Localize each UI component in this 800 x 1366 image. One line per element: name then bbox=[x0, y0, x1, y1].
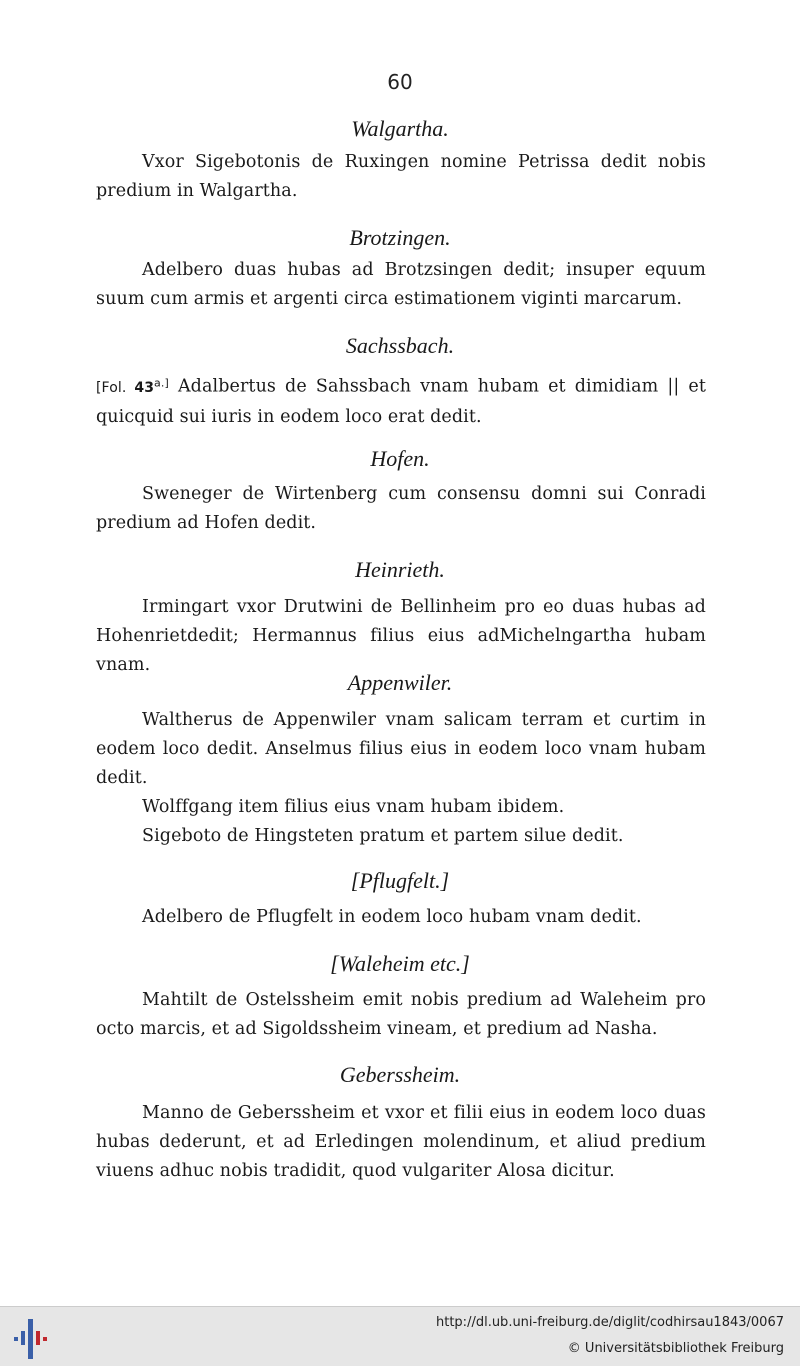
section-line: Wolffgang item filius eius vnam hubam ibidem. bbox=[142, 797, 565, 817]
section-heading-waleheim: [Waleheim etc.] bbox=[330, 951, 470, 976]
section-text-heinrieth bbox=[96, 593, 706, 680]
section-text-pflugfelt bbox=[96, 903, 706, 932]
section-line: Vxor Sigebotonis de Ruxingen nomine Petrissa dedit nobis predium in Walgartha. bbox=[96, 152, 706, 201]
section-text-sachssbach bbox=[96, 368, 706, 432]
section-heading-sachssbach: Sachssbach. bbox=[345, 333, 455, 358]
section-heading-geberssheim: Geberssheim. bbox=[339, 1062, 461, 1087]
section-heading-brotzingen: Brotzingen. bbox=[349, 225, 451, 250]
ub-freiburg-logo-icon bbox=[10, 1317, 52, 1361]
section-text-brotzingen bbox=[96, 256, 706, 314]
section-text-hofen bbox=[96, 480, 706, 538]
page-number: 60 bbox=[387, 70, 413, 94]
section-line: Adalbertus de Sahssbach vnam hubam et dimidiam || et quicquid sui iuris in eodem loco erat dedit. bbox=[96, 376, 706, 427]
section-line: Sweneger de Wirtenberg cum consensu domni sui Conradi predium ad Hofen dedit. bbox=[96, 484, 706, 533]
section-line: Mahtilt de Ostelssheim emit nobis predium ad Waleheim pro octo marcis, et ad Sigoldssheim vineam, et predium ad Nasha. bbox=[96, 990, 706, 1039]
section-heading-appenwiler: Appenwiler. bbox=[347, 670, 453, 695]
section-line: Adelbero duas hubas ad Brotzsingen dedit; insuper equum suum cum armis et argenti circa estimationem viginti marcarum. bbox=[96, 260, 706, 309]
section-line: Manno de Geberssheim et vxor et filii eius in eodem loco duas hubas dederunt, et ad Erledingen molendinum, et aliud predium viuens adhuc nobis tradidit, quod vulgariter Alosa dicitur. bbox=[96, 1103, 706, 1181]
section-text-walgartha bbox=[96, 148, 706, 206]
section-heading-heinrieth: Heinrieth. bbox=[355, 557, 445, 582]
section-line: Waltherus de Appenwiler vnam salicam terram et curtim in eodem loco dedit. Anselmus filius eius in eodem loco vnam hubam dedit. bbox=[96, 710, 706, 788]
section-heading-hofen: Hofen. bbox=[370, 446, 430, 471]
section-line: Adelbero de Pflugfelt in eodem loco hubam vnam dedit. bbox=[142, 907, 642, 927]
section-text-waleheim bbox=[96, 986, 706, 1044]
folio-marker: [Fol. $43^{a.]}$ bbox=[96, 376, 169, 396]
section-line: Irmingart vxor Drutwini de Bellinheim pro eo duas hubas ad Hohenrietdedit; Hermannus filius eius adMichelngartha hubam vnam. bbox=[96, 597, 706, 675]
section-text-geberssheim bbox=[96, 1099, 706, 1186]
section-text-appenwiler bbox=[96, 706, 706, 851]
section-heading-pflugfelt: [Pflugfelt.] bbox=[350, 868, 450, 893]
section-heading-walgartha: Walgartha. bbox=[351, 116, 449, 141]
copyright-text: © Universitätsbibliothek Freiburg bbox=[567, 1341, 784, 1356]
section-line: Sigeboto de Hingsteten pratum et partem silue dedit. bbox=[142, 826, 624, 846]
source-url-link[interactable]: http://dl.ub.uni-freiburg.de/diglit/codhirsau1843/0067 bbox=[436, 1315, 784, 1330]
viewer-footer bbox=[0, 1306, 800, 1366]
